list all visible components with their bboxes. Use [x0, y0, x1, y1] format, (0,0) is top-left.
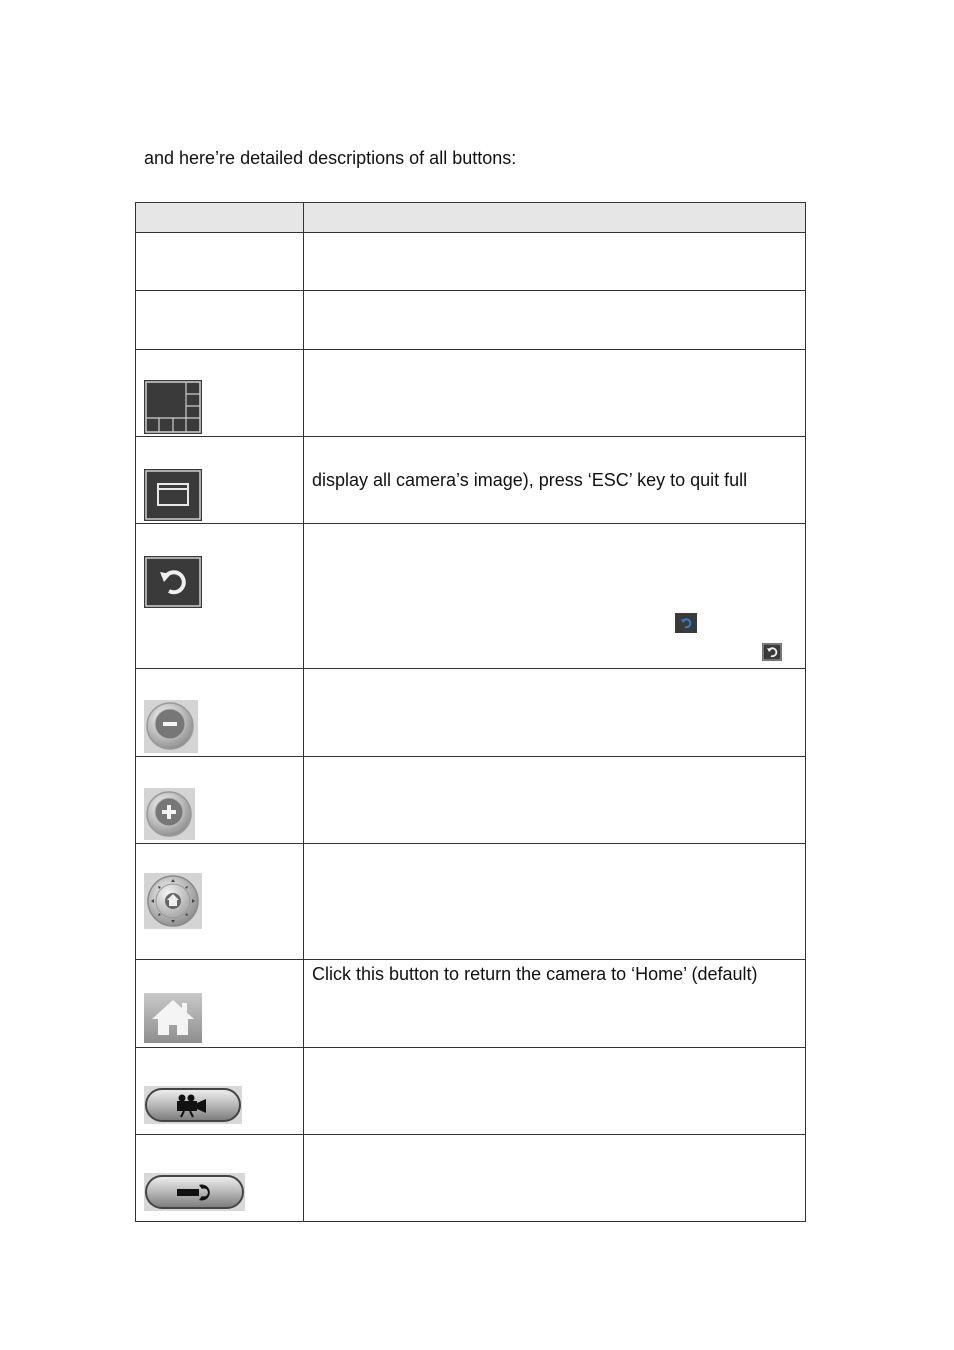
rotate-mini-icon: [762, 643, 782, 661]
description-cell: [304, 1048, 806, 1135]
icon-cell: [136, 437, 304, 524]
table-header-row: [136, 203, 806, 233]
description-text: Click this button to return the camera to ‘Home’ (default): [312, 964, 758, 984]
rotate-active-mini-icon: [675, 613, 697, 633]
description-cell: [304, 524, 806, 669]
icon-cell: [136, 757, 304, 844]
icon-cell: [136, 1135, 304, 1222]
record-video-icon[interactable]: [144, 1086, 242, 1124]
header-cell-button: [136, 203, 304, 233]
zoom-in-icon[interactable]: [144, 788, 195, 840]
description-cell: [304, 350, 806, 437]
icon-cell: [136, 524, 304, 669]
table-row: [136, 757, 806, 844]
icon-cell: [136, 844, 304, 960]
description-cell: [304, 233, 806, 291]
home-icon[interactable]: [144, 993, 202, 1043]
description-cell: [304, 669, 806, 757]
table-row: [136, 233, 806, 291]
table-row: [136, 1048, 806, 1135]
table-row: [136, 960, 806, 1048]
intro-text: and here’re detailed descriptions of all buttons:: [144, 148, 517, 168]
table-row: [136, 524, 806, 669]
settings-wrench-icon[interactable]: [144, 1173, 245, 1211]
icon-cell: [136, 1048, 304, 1135]
header-cell-description: [304, 203, 806, 233]
description-cell: [304, 1135, 806, 1222]
icon-cell: [136, 233, 304, 291]
button-description-table: [135, 202, 806, 1222]
full-screen-icon[interactable]: [144, 469, 202, 521]
description-cell: [304, 437, 806, 524]
description-cell: [304, 291, 806, 350]
icon-cell: [136, 291, 304, 350]
description-cell: [304, 844, 806, 960]
table-row: [136, 1135, 806, 1222]
rotate-icon[interactable]: [144, 556, 202, 608]
icon-cell: [136, 350, 304, 437]
table-row: [136, 669, 806, 757]
description-text: display all camera’s image), press ‘ESC’ key to quit full: [312, 470, 748, 490]
icon-cell: [136, 960, 304, 1048]
zoom-out-icon[interactable]: [144, 700, 198, 753]
table-row: [136, 291, 806, 350]
table-row: [136, 350, 806, 437]
ptz-control-icon[interactable]: [144, 873, 202, 929]
description-cell: [304, 757, 806, 844]
multi-view-layout-icon[interactable]: [144, 380, 202, 434]
table-row: [136, 844, 806, 960]
description-cell: [304, 960, 806, 1048]
table-row: [136, 437, 806, 524]
icon-cell: [136, 669, 304, 757]
